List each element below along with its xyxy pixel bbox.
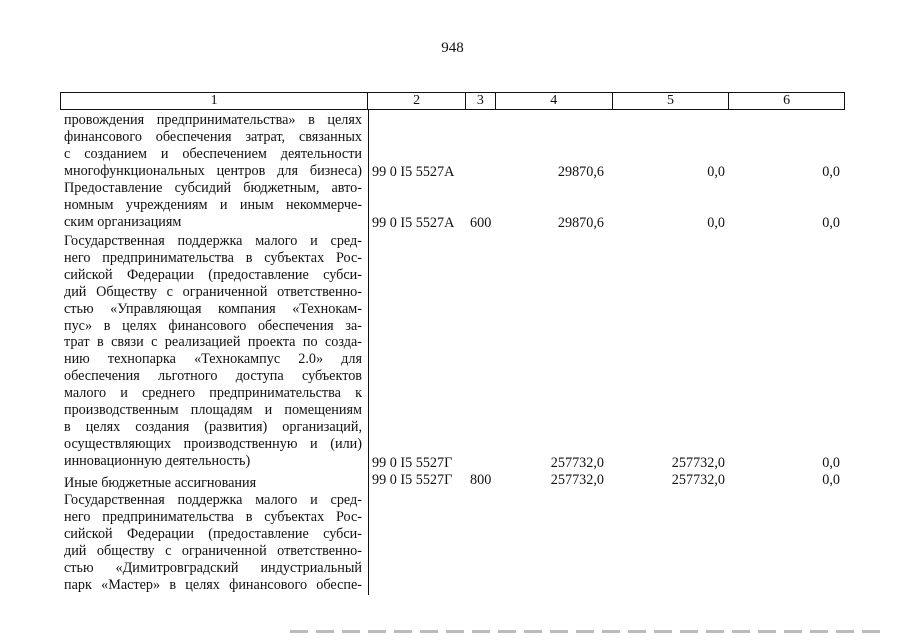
- row-code: 99 0 I5 5527Г: [372, 472, 453, 488]
- row-text-line: обеспечения льготного доступа субъектов: [64, 368, 362, 385]
- row-text-line: сийской Федерации (предоставление субси-: [64, 525, 362, 542]
- row-category: 800: [470, 472, 492, 488]
- row-text-line: дий обществу с ограниченной ответственно-: [64, 542, 362, 559]
- row-value-4: 29870,6: [557, 215, 604, 231]
- row-value-5: 257732,0: [671, 455, 725, 471]
- row-code: 99 0 I5 5527А: [372, 215, 455, 231]
- row-value-6: 0,0: [822, 215, 840, 231]
- header-col-6: 6: [783, 93, 791, 108]
- row-value-5: 0,0: [707, 164, 725, 180]
- row-text-line: пус» в целях финансового обеспечения за-: [64, 317, 362, 334]
- row-text-line: стью «Димитровградский индустриальный: [64, 559, 362, 576]
- row-value-6: 0,0: [822, 472, 840, 488]
- row-text-line: парк «Мастер» в целях финансового обеспе-: [64, 576, 362, 593]
- row-text-line: инновационную деятельность): [64, 452, 251, 469]
- row-text-line: ским организациям: [64, 213, 182, 230]
- row-text-line: номным учреждениям и иным некоммерче-: [64, 196, 362, 213]
- row-text-line: осуществляющих производственную и (или): [64, 435, 362, 452]
- header-col-2: 2: [368, 93, 466, 109]
- row-text-line: провождения предпринимательства» в целях: [64, 112, 362, 128]
- row-text-line: финансового обеспечения затрат, связанных: [64, 128, 362, 145]
- row-value-4: 257732,0: [550, 472, 604, 488]
- table-row: [64, 233, 362, 470]
- row-category: 600: [470, 215, 492, 231]
- row-text-line: стью «Управляющая компания «Технокам-: [64, 300, 362, 317]
- row-value-5: 0,0: [707, 215, 725, 231]
- column-divider: [368, 110, 369, 595]
- row-text-line: дий Обществу с ограниченной ответственно-: [64, 283, 362, 300]
- row-text-line: Государственная поддержка малого и сред-: [64, 492, 362, 508]
- table-row: [64, 475, 362, 492]
- table-row: [64, 492, 362, 593]
- header-col-5: 5: [613, 93, 730, 109]
- header-col-1: 1: [61, 93, 368, 109]
- row-text-line: Государственная поддержка малого и сред-: [64, 233, 362, 249]
- row-text-line: сийской Федерации (предоставление субси-: [64, 266, 362, 283]
- row-text-line: нию технопарка «Технокампус 2.0» для: [64, 351, 362, 368]
- row-value-4: 29870,6: [557, 164, 604, 180]
- table-row: [64, 180, 362, 231]
- page-number: 948: [441, 40, 464, 56]
- scan-edge-artifact: [290, 630, 880, 633]
- row-text-line: него предпринимательства в субъектах Рос-: [64, 249, 362, 266]
- row-text-line: Иные бюджетные ассигнования: [64, 475, 257, 491]
- row-text-line: трат в связи с реализацией проекта по созда-: [64, 334, 362, 351]
- row-text-line: производственным площадям и помещениям: [64, 402, 362, 419]
- row-code: 99 0 I5 5527А: [372, 164, 455, 180]
- row-value-4: 257732,0: [550, 455, 604, 471]
- row-text-line: в целях создания (развития) организаций,: [64, 418, 362, 435]
- row-value-6: 0,0: [822, 455, 840, 471]
- row-value-6: 0,0: [822, 164, 840, 180]
- table-row: [64, 112, 362, 180]
- row-text-line: Предоставление субсидий бюджетным, авто-: [64, 180, 362, 196]
- row-code: 99 0 I5 5527Г: [372, 455, 453, 471]
- row-text-line: малого и среднего предпринимательства к: [64, 385, 362, 402]
- row-text-line: многофункциональных центров для бизнеса): [64, 162, 362, 179]
- row-text-line: него предпринимательства в субъектах Рос-: [64, 508, 362, 525]
- row-text-line: с созданием и обеспечением деятельности: [64, 145, 362, 162]
- header-col-4: 4: [496, 93, 613, 109]
- header-col-3: 3: [466, 93, 496, 109]
- table-header: [60, 92, 845, 110]
- row-value-5: 257732,0: [671, 472, 725, 488]
